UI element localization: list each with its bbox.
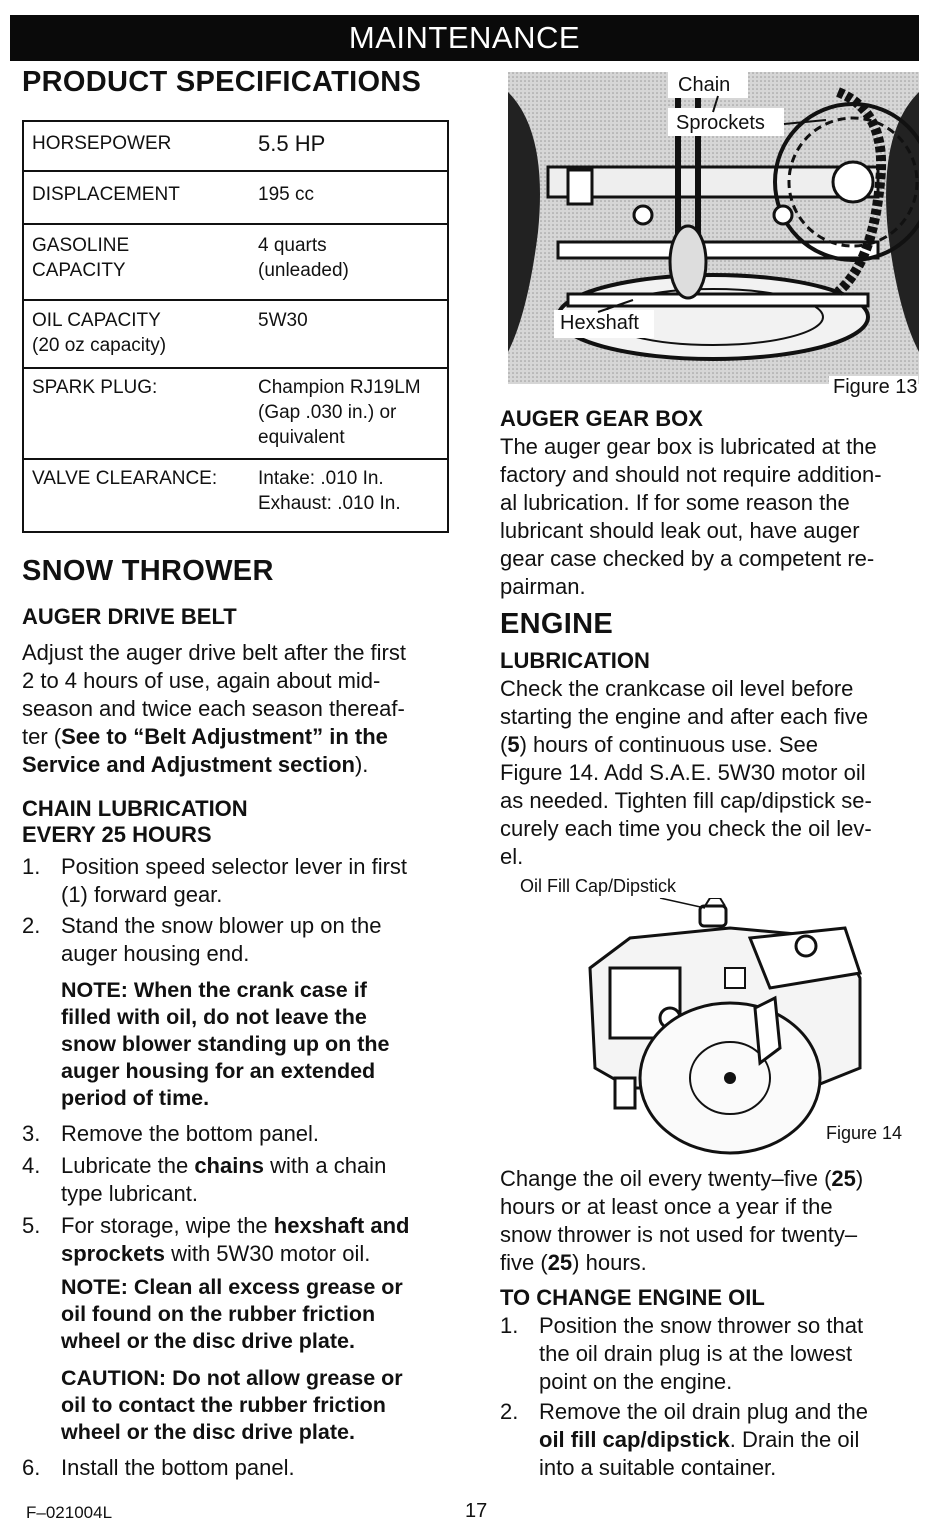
snow-thrower-heading: SNOW THROWER [22,555,274,587]
document-code: F–021004L [26,1503,113,1522]
spec-value: 195 cc [258,184,314,205]
hexshaft-label: Hexshaft [560,312,639,334]
list-item: 1. Position the snow thrower so that the oil drain plug is at the lowest point on the engine. [500,1313,864,1394]
list-item: 1. Position speed selector lever in first (1) forward gear. [22,854,408,907]
figure-13-caption: Figure 13 [829,376,918,399]
lubrication-text: Check the crankcase oil level before starting the engine and after each five (5) hours of continuous use. See Figure 14. Add S.A.E. 5W30 motor oil as needed. Tighten fill cap/dipstick se- curely each time you check the oil lev- el. [500,676,872,869]
product-specs-heading: PRODUCT SPECIFICATIONS [22,66,422,98]
spec-row [24,460,447,533]
chain-label: Chain [678,74,731,96]
list-item: 2. Stand the snow blower up on the auger housing end. [22,913,382,966]
figure-14 [570,898,870,1158]
engine-heading: ENGINE [500,608,613,640]
auger-drive-belt-heading: AUGER DRIVE BELT [22,604,237,629]
crankcase-note: NOTE: When the crank case if filled with oil, do not leave the snow blower standing up on the auger housing for an extended period of time. [61,978,390,1110]
chain-lubrication-final-step [22,1454,452,1482]
spec-value: Champion RJ19LM (Gap .030 in.) or equivalent [258,377,421,448]
figure-13 [508,72,919,402]
to-change-engine-oil-heading: TO CHANGE ENGINE OIL [500,1285,765,1310]
spec-value: Intake: .010 In. Exhaust: .010 In. [258,468,401,514]
figure-14-caption: Figure 14 [826,1123,903,1143]
spec-value: 5.5 HP [258,131,326,156]
chain-lubrication-steps-continued [22,1120,452,1268]
list-item: 2. Remove the oil drain plug and the oil fill cap/dipstick. Drain the oil into a suitable container. [500,1399,868,1480]
auger-drive-belt-text: Adjust the auger drive belt after the first 2 to 4 hours of use, again about mid- season and twice each season thereaf- ter (See to “Belt Adjustment” in the Service and Adjustment section). [22,640,406,777]
spec-table [22,120,449,533]
spec-label: SPARK PLUG: [32,377,158,398]
service-section-reference: Service and Adjustment section [22,752,355,777]
list-item: 5. For storage, wipe the hexshaft and sprockets with 5W30 motor oil. [22,1213,410,1266]
chain-lubrication-steps [22,853,452,968]
spec-label: GASOLINE CAPACITY [32,235,130,281]
chain-lubrication-heading: CHAIN LUBRICATION EVERY 25 HOURS [22,796,248,847]
section-banner: MAINTENANCE [10,15,919,61]
list-item: 6. Install the bottom panel. [22,1455,295,1480]
page-number: 17 [465,1500,488,1522]
grease-note: NOTE: Clean all excess grease or oil found on the rubber friction wheel or the disc drive plate. [61,1275,403,1353]
lubrication-heading: LUBRICATION [500,648,650,673]
spec-row [24,225,447,301]
auger-gear-box-text: The auger gear box is lubricated at the factory and should not require addition- al lubrication. If for some reason the lubricant should leak out, have auger gear case checked by a competent re- pairman. [500,434,882,599]
oil-fill-cap-label: Oil Fill Cap/Dipstick [520,876,677,896]
list-item: 4. Lubricate the chains with a chain type lubricant. [22,1153,387,1206]
sprockets-label: Sprockets [676,112,765,134]
spec-row [24,172,447,225]
spec-value: 5W30 [258,310,308,331]
spec-label: DISPLACEMENT [32,184,180,205]
spec-row [24,301,447,369]
auger-gear-box-heading: AUGER GEAR BOX [500,406,703,431]
list-item: 3. Remove the bottom panel. [22,1121,320,1146]
spec-label: HORSEPOWER [32,133,172,154]
belt-adjustment-reference: See to “Belt Adjustment” in the [61,724,388,749]
spec-row [24,122,447,172]
chain-sprocket-illustration [508,72,919,402]
change-oil-text: Change the oil every twenty–five (25) hours or at least once a year if the snow thrower is not used for twenty– five (25) hours. [500,1166,864,1275]
engine-illustration [570,898,870,1158]
caution-note: CAUTION: Do not allow grease or oil to contact the rubber friction wheel or the disc drive plate. [61,1366,403,1444]
spec-label: OIL CAPACITY (20 oz capacity) [32,310,167,356]
spec-value: 4 quarts (unleaded) [258,235,349,281]
spec-label: VALVE CLEARANCE: [32,468,218,489]
change-oil-steps [500,1312,920,1482]
spec-row [24,369,447,460]
